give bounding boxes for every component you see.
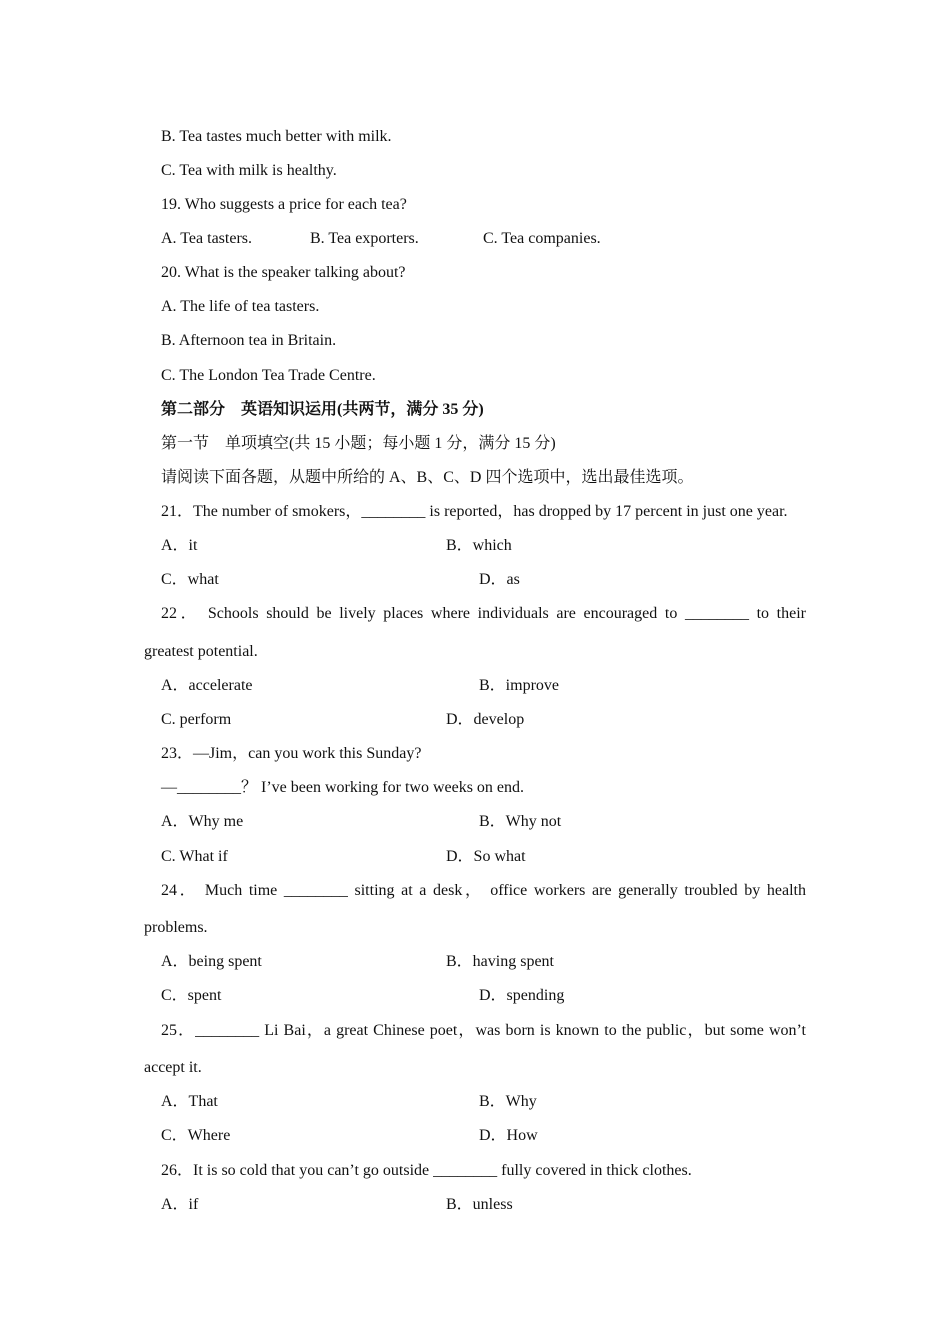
- q24-option-b: B．having spent: [446, 953, 554, 970]
- q22-option-d: D．develop: [446, 711, 525, 728]
- q26-stem: 26．It is so cold that you can’t go outside ________ fully covered in thick clothes.: [161, 1162, 692, 1179]
- q23-option-b: B．Why not: [479, 813, 562, 830]
- q19-option-a: A. Tea tasters.: [161, 230, 252, 247]
- q23-response: —________？ I’ve been working for two weeks on end.: [161, 779, 525, 796]
- q26-option-b: B．unless: [446, 1196, 513, 1213]
- q25-option-b: B．Why: [479, 1093, 537, 1110]
- q20-stem: 20. What is the speaker talking about?: [161, 264, 406, 281]
- q22-stem-line1: 22． Schools should be lively places where individuals are encouraged to ________ to their: [161, 605, 807, 622]
- q18-option-c: C. Tea with milk is healthy.: [161, 162, 337, 179]
- q18-option-b: B. Tea tastes much better with milk.: [161, 128, 392, 145]
- q20-option-b: B. Afternoon tea in Britain.: [161, 332, 337, 349]
- q24-option-a: A．being spent: [161, 953, 262, 970]
- part-two-heading: 第二部分 英语知识运用(共两节，满分 35 分): [161, 401, 484, 418]
- q21-option-a: A．it: [161, 537, 198, 554]
- q25-option-d: D．How: [479, 1127, 538, 1144]
- q19-option-b: B. Tea exporters.: [310, 230, 419, 247]
- q22-option-b: B．improve: [479, 677, 559, 694]
- q25-stem-line2: accept it.: [144, 1059, 202, 1076]
- q19-stem: 19. Who suggests a price for each tea?: [161, 196, 407, 213]
- q23-option-a: A．Why me: [161, 813, 244, 830]
- section-one-heading: 第一节 单项填空(共 15 小题；每小题 1 分，满分 15 分): [161, 435, 556, 452]
- q23-stem: 23．—Jim，can you work this Sunday?: [161, 745, 422, 762]
- instructions: 请阅读下面各题，从题中所给的 A、B、C、D 四个选项中，选出最佳选项。: [161, 469, 694, 486]
- q25-option-a: A．That: [161, 1093, 218, 1110]
- q24-stem-line1: 24． Much time ________ sitting at a desk， office workers are generally troubled by health: [161, 882, 806, 899]
- q25-stem-line1: 25．________ Li Bai，a great Chinese poet，was born is known to the public，but some won’t: [161, 1022, 806, 1039]
- q20-option-a: A. The life of tea tasters.: [161, 298, 320, 315]
- q21-option-d: D．as: [479, 571, 520, 588]
- q23-option-d: D．So what: [446, 848, 526, 865]
- q20-option-c: C. The London Tea Trade Centre.: [161, 367, 376, 384]
- q21-option-b: B．which: [446, 537, 512, 554]
- q19-option-c: C. Tea companies.: [483, 230, 601, 247]
- q21-option-c: C．what: [161, 571, 219, 588]
- q23-option-c: C. What if: [161, 848, 228, 865]
- q22-option-a: A．accelerate: [161, 677, 253, 694]
- q26-option-a: A．if: [161, 1196, 199, 1213]
- q24-option-d: D．spending: [479, 987, 565, 1004]
- q24-option-c: C．spent: [161, 987, 222, 1004]
- q21-stem: 21．The number of smokers，________ is reported，has dropped by 17 percent in just one year.: [161, 503, 788, 520]
- q25-option-c: C．Where: [161, 1127, 231, 1144]
- q22-option-c: C. perform: [161, 711, 232, 728]
- q22-stem-line2: greatest potential.: [144, 643, 258, 660]
- q24-stem-line2: problems.: [144, 919, 208, 936]
